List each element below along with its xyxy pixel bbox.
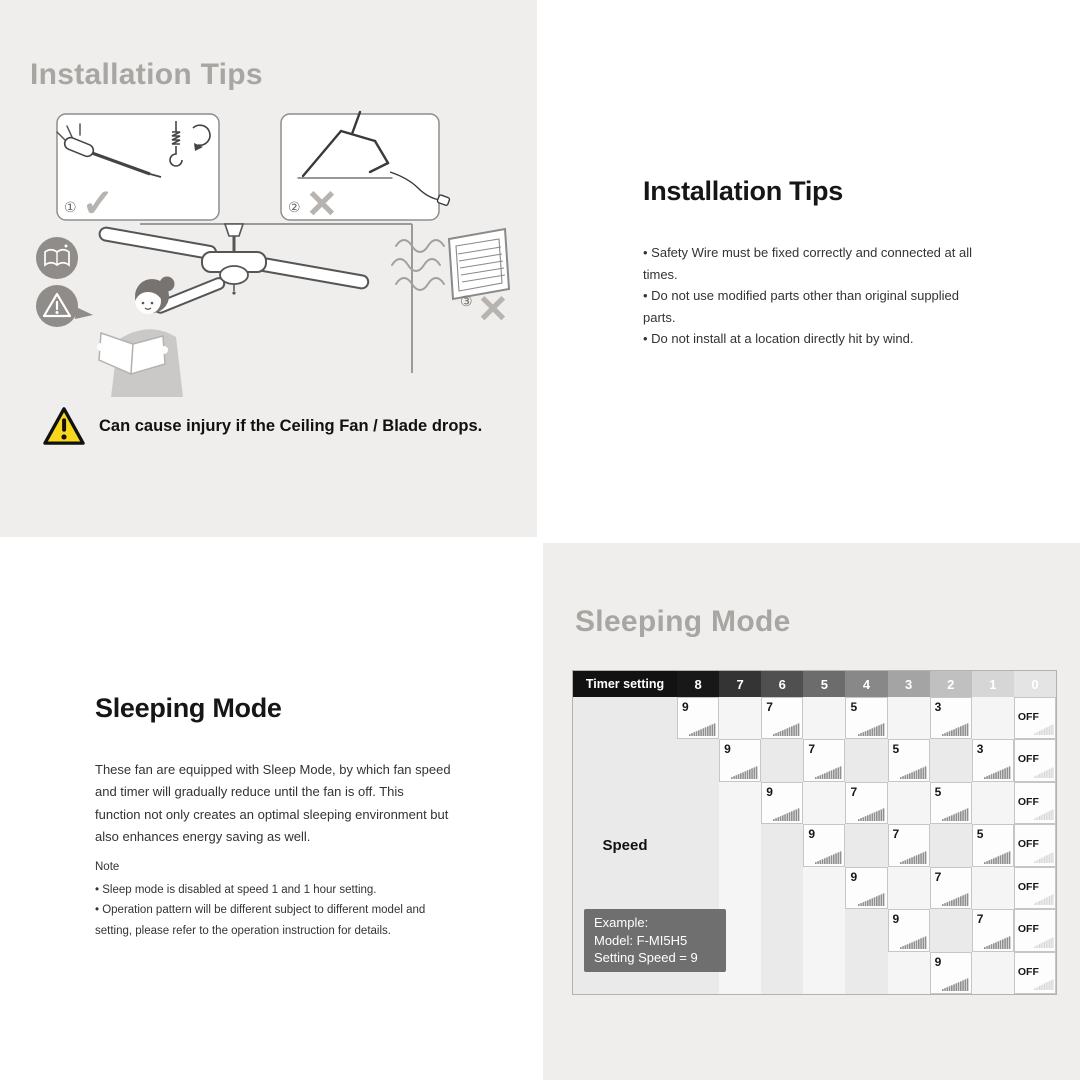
wind-waves-icon (392, 240, 444, 290)
speed-value: 9 (934, 954, 942, 969)
speed-bars-icon (900, 851, 927, 864)
speed-cell-r6-c2 (930, 909, 972, 951)
speed-bars-icon (815, 851, 842, 864)
timer-col-header-1: 1 (972, 671, 1014, 697)
speed-label: Speed (573, 697, 677, 994)
speed-bars-icon (984, 766, 1011, 779)
speed-cell-r7-c5 (803, 952, 845, 994)
speed-cell-r1-c6 (761, 697, 803, 739)
speed-cell-r3-c0 (1014, 782, 1056, 824)
speed-cell-r5-c0 (1014, 867, 1056, 909)
speed-cell-r5-c7 (719, 867, 761, 909)
off-value: OFF (1017, 753, 1039, 766)
timer-col-header-6: 6 (761, 671, 803, 697)
speed-cell-r2-c1 (972, 739, 1014, 781)
drop-warning-text: Can cause injury if the Ceiling Fan / Blade drops. (99, 416, 483, 435)
reader-illustration (97, 277, 183, 398)
step-label-1: ① (64, 200, 77, 216)
fade-bars-icon (1034, 852, 1054, 863)
installation-illustration (0, 0, 537, 537)
speed-cell-r4-c3 (888, 824, 930, 866)
note-item-1: • Sleep mode is disabled at speed 1 and 1 hour setting. (95, 884, 377, 896)
speed-bars-icon (689, 723, 716, 736)
warning-triangle-icon (42, 406, 86, 446)
speed-bars-icon (773, 723, 800, 736)
speed-cell-r7-c1 (972, 952, 1014, 994)
speed-bars-icon (858, 808, 885, 821)
speed-value: 9 (850, 869, 858, 884)
speed-value: 7 (850, 784, 858, 799)
off-value: OFF (1017, 711, 1039, 723)
speed-cell-r5-c8 (677, 867, 719, 909)
manual-icon (36, 237, 78, 279)
fade-bars-icon (1034, 767, 1054, 778)
timer-col-header-3: 3 (888, 671, 930, 697)
speed-cell-r1-c8 (677, 697, 719, 739)
sleeping-mode-paragraph: These fan are equipped with Sleep Mode, by which fan speed and timer will gradually reduce until the fan is off. This function not only creates an optimal sleeping environment but also enhances energy saving as well. (95, 762, 451, 845)
speed-cell-r1-c3 (888, 697, 930, 739)
speed-bars-icon (942, 893, 969, 906)
speed-cell-r4-c0 (1014, 824, 1056, 866)
note-item-2: • Operation pattern will be different subject to different model and setting, please refer to the operation instruction for details. (95, 904, 426, 937)
cross-mark-icon-2: ✕ (306, 182, 338, 226)
installation-tips-heading-gray: Installation Tips (30, 58, 263, 91)
speed-value: 5 (892, 742, 900, 757)
speed-value: 7 (934, 869, 942, 884)
speed-cell-r5-c6 (761, 867, 803, 909)
speed-cell-r7-c3 (888, 952, 930, 994)
example-line-3: Setting Speed = 9 (594, 950, 698, 966)
speed-value: 9 (766, 784, 773, 799)
install-bullet-3: • Do not install at a location directly hit by wind. (643, 331, 914, 347)
installation-illustration-panel (0, 0, 537, 537)
speed-value: 3 (976, 742, 984, 757)
speed-cell-r6-c1 (972, 909, 1014, 951)
off-value: OFF (1017, 923, 1039, 936)
speed-cell-r5-c3 (888, 867, 930, 909)
speed-bars-icon (900, 766, 927, 779)
speed-cell-r6-c3 (888, 909, 930, 951)
timer-col-header-7: 7 (719, 671, 761, 697)
speed-bars-icon (773, 808, 800, 821)
speed-cell-r3-c2 (930, 782, 972, 824)
step-label-3: ③ (460, 294, 473, 310)
sleeping-mode-heading: Sleeping Mode (95, 693, 282, 723)
off-value: OFF (1017, 795, 1039, 808)
speed-value: 9 (724, 742, 731, 757)
speed-cell-r5-c4 (845, 867, 887, 909)
sleeping-mode-table-panel (543, 543, 1080, 1080)
speed-cell-r2-c4 (845, 739, 887, 781)
speed-cell-r2-c0 (1014, 739, 1056, 781)
note-list (95, 880, 457, 941)
timer-col-header-2: 2 (930, 671, 972, 697)
fade-bars-icon (1034, 937, 1054, 948)
speed-cell-r7-c6 (761, 952, 803, 994)
install-bullet-2: • Do not use modified parts other than original supplied parts. (643, 288, 960, 325)
example-line-1: Example: (594, 915, 649, 930)
off-value: OFF (1017, 838, 1039, 851)
install-bullet-1: • Safety Wire must be fixed correctly and connected at all times. (643, 245, 972, 282)
example-box (584, 909, 726, 972)
timer-col-header-8: 8 (677, 671, 719, 697)
speed-cell-r6-c4 (845, 909, 887, 951)
speed-cell-r1-c0 (1014, 697, 1056, 739)
speed-bars-icon (731, 766, 758, 779)
installation-tips-text-panel (543, 0, 1080, 537)
sleep-mode-table (572, 670, 1057, 995)
drop-warning (42, 406, 482, 446)
speed-value: 3 (934, 700, 942, 714)
speed-value: 9 (892, 912, 900, 927)
speed-cell-r3-c7 (719, 782, 761, 824)
step-label-2: ② (288, 200, 301, 216)
cross-mark-icon-3: ✕ (477, 287, 509, 331)
speed-value: 5 (934, 784, 942, 799)
speed-bars-icon (984, 851, 1011, 864)
speed-value: 9 (808, 827, 816, 842)
speed-cell-r1-c5 (803, 697, 845, 739)
speed-cell-r2-c3 (888, 739, 930, 781)
speed-cell-r6-c5 (803, 909, 845, 951)
timer-col-header-4: 4 (845, 671, 887, 697)
speed-cell-r4-c7 (719, 824, 761, 866)
installation-tips-heading: Installation Tips (643, 176, 843, 206)
speed-cell-r2-c2 (930, 739, 972, 781)
speed-cell-r3-c6 (761, 782, 803, 824)
speed-cell-r1-c1 (972, 697, 1014, 739)
speed-cell-r2-c7 (719, 739, 761, 781)
speed-cell-r4-c6 (761, 824, 803, 866)
speed-cell-r3-c1 (972, 782, 1014, 824)
sleeping-mode-heading-gray: Sleeping Mode (575, 605, 791, 638)
speed-cell-r4-c5 (803, 824, 845, 866)
timer-col-header-0: 0 (1014, 671, 1056, 697)
example-line-2: Model: F-MI5H5 (594, 932, 688, 948)
speed-cell-r1-c2 (930, 697, 972, 739)
speed-bars-icon (858, 723, 885, 736)
speed-cell-r2-c5 (803, 739, 845, 781)
speed-cell-r3-c5 (803, 782, 845, 824)
speed-cell-r2-c6 (761, 739, 803, 781)
speed-cell-r5-c2 (930, 867, 972, 909)
speed-cell-r5-c1 (972, 867, 1014, 909)
speed-bars-icon (942, 723, 969, 736)
fade-bars-icon (1034, 724, 1054, 735)
speed-value: 7 (976, 912, 984, 927)
note-label: Note (95, 861, 120, 873)
speed-bars-icon (984, 936, 1011, 949)
speed-value: 7 (766, 700, 773, 714)
speed-cell-r3-c4 (845, 782, 887, 824)
speed-cell-r4-c8 (677, 824, 719, 866)
speed-cell-r4-c2 (930, 824, 972, 866)
fade-bars-icon (1034, 809, 1054, 820)
speed-bars-icon (942, 978, 969, 991)
speed-value: 5 (976, 827, 984, 842)
speed-value: 5 (850, 700, 858, 714)
speed-cell-r1-c4 (845, 697, 887, 739)
timer-col-header-5: 5 (803, 671, 845, 697)
speed-bars-icon (942, 808, 969, 821)
speed-value: 9 (682, 700, 689, 714)
speed-cell-r6-c0 (1014, 909, 1056, 951)
speed-cell-r1-c7 (719, 697, 761, 739)
speed-cell-r4-c4 (845, 824, 887, 866)
speed-cell-r4-c1 (972, 824, 1014, 866)
check-mark-icon: ✓ (82, 181, 114, 225)
off-value: OFF (1017, 880, 1039, 893)
timer-setting-header: Timer setting (573, 671, 677, 697)
speed-cell-r7-c2 (930, 952, 972, 994)
installation-tips-list (643, 242, 991, 350)
speed-value: 7 (808, 742, 816, 757)
speed-bars-icon (858, 893, 885, 906)
speed-cell-r5-c5 (803, 867, 845, 909)
speed-bars-icon (900, 936, 927, 949)
speed-cell-r2-c8 (677, 739, 719, 781)
caution-icon (36, 285, 93, 327)
speed-bars-icon (815, 766, 842, 779)
off-value: OFF (1017, 965, 1039, 978)
speed-cell-r6-c6 (761, 909, 803, 951)
speed-cell-r7-c0 (1014, 952, 1056, 994)
speed-cell-r3-c8 (677, 782, 719, 824)
fade-bars-icon (1034, 894, 1054, 905)
speed-cell-r7-c4 (845, 952, 887, 994)
sleeping-mode-text-panel (0, 543, 537, 1080)
speed-value: 7 (892, 827, 900, 842)
speed-cell-r3-c3 (888, 782, 930, 824)
fade-bars-icon (1034, 979, 1054, 990)
